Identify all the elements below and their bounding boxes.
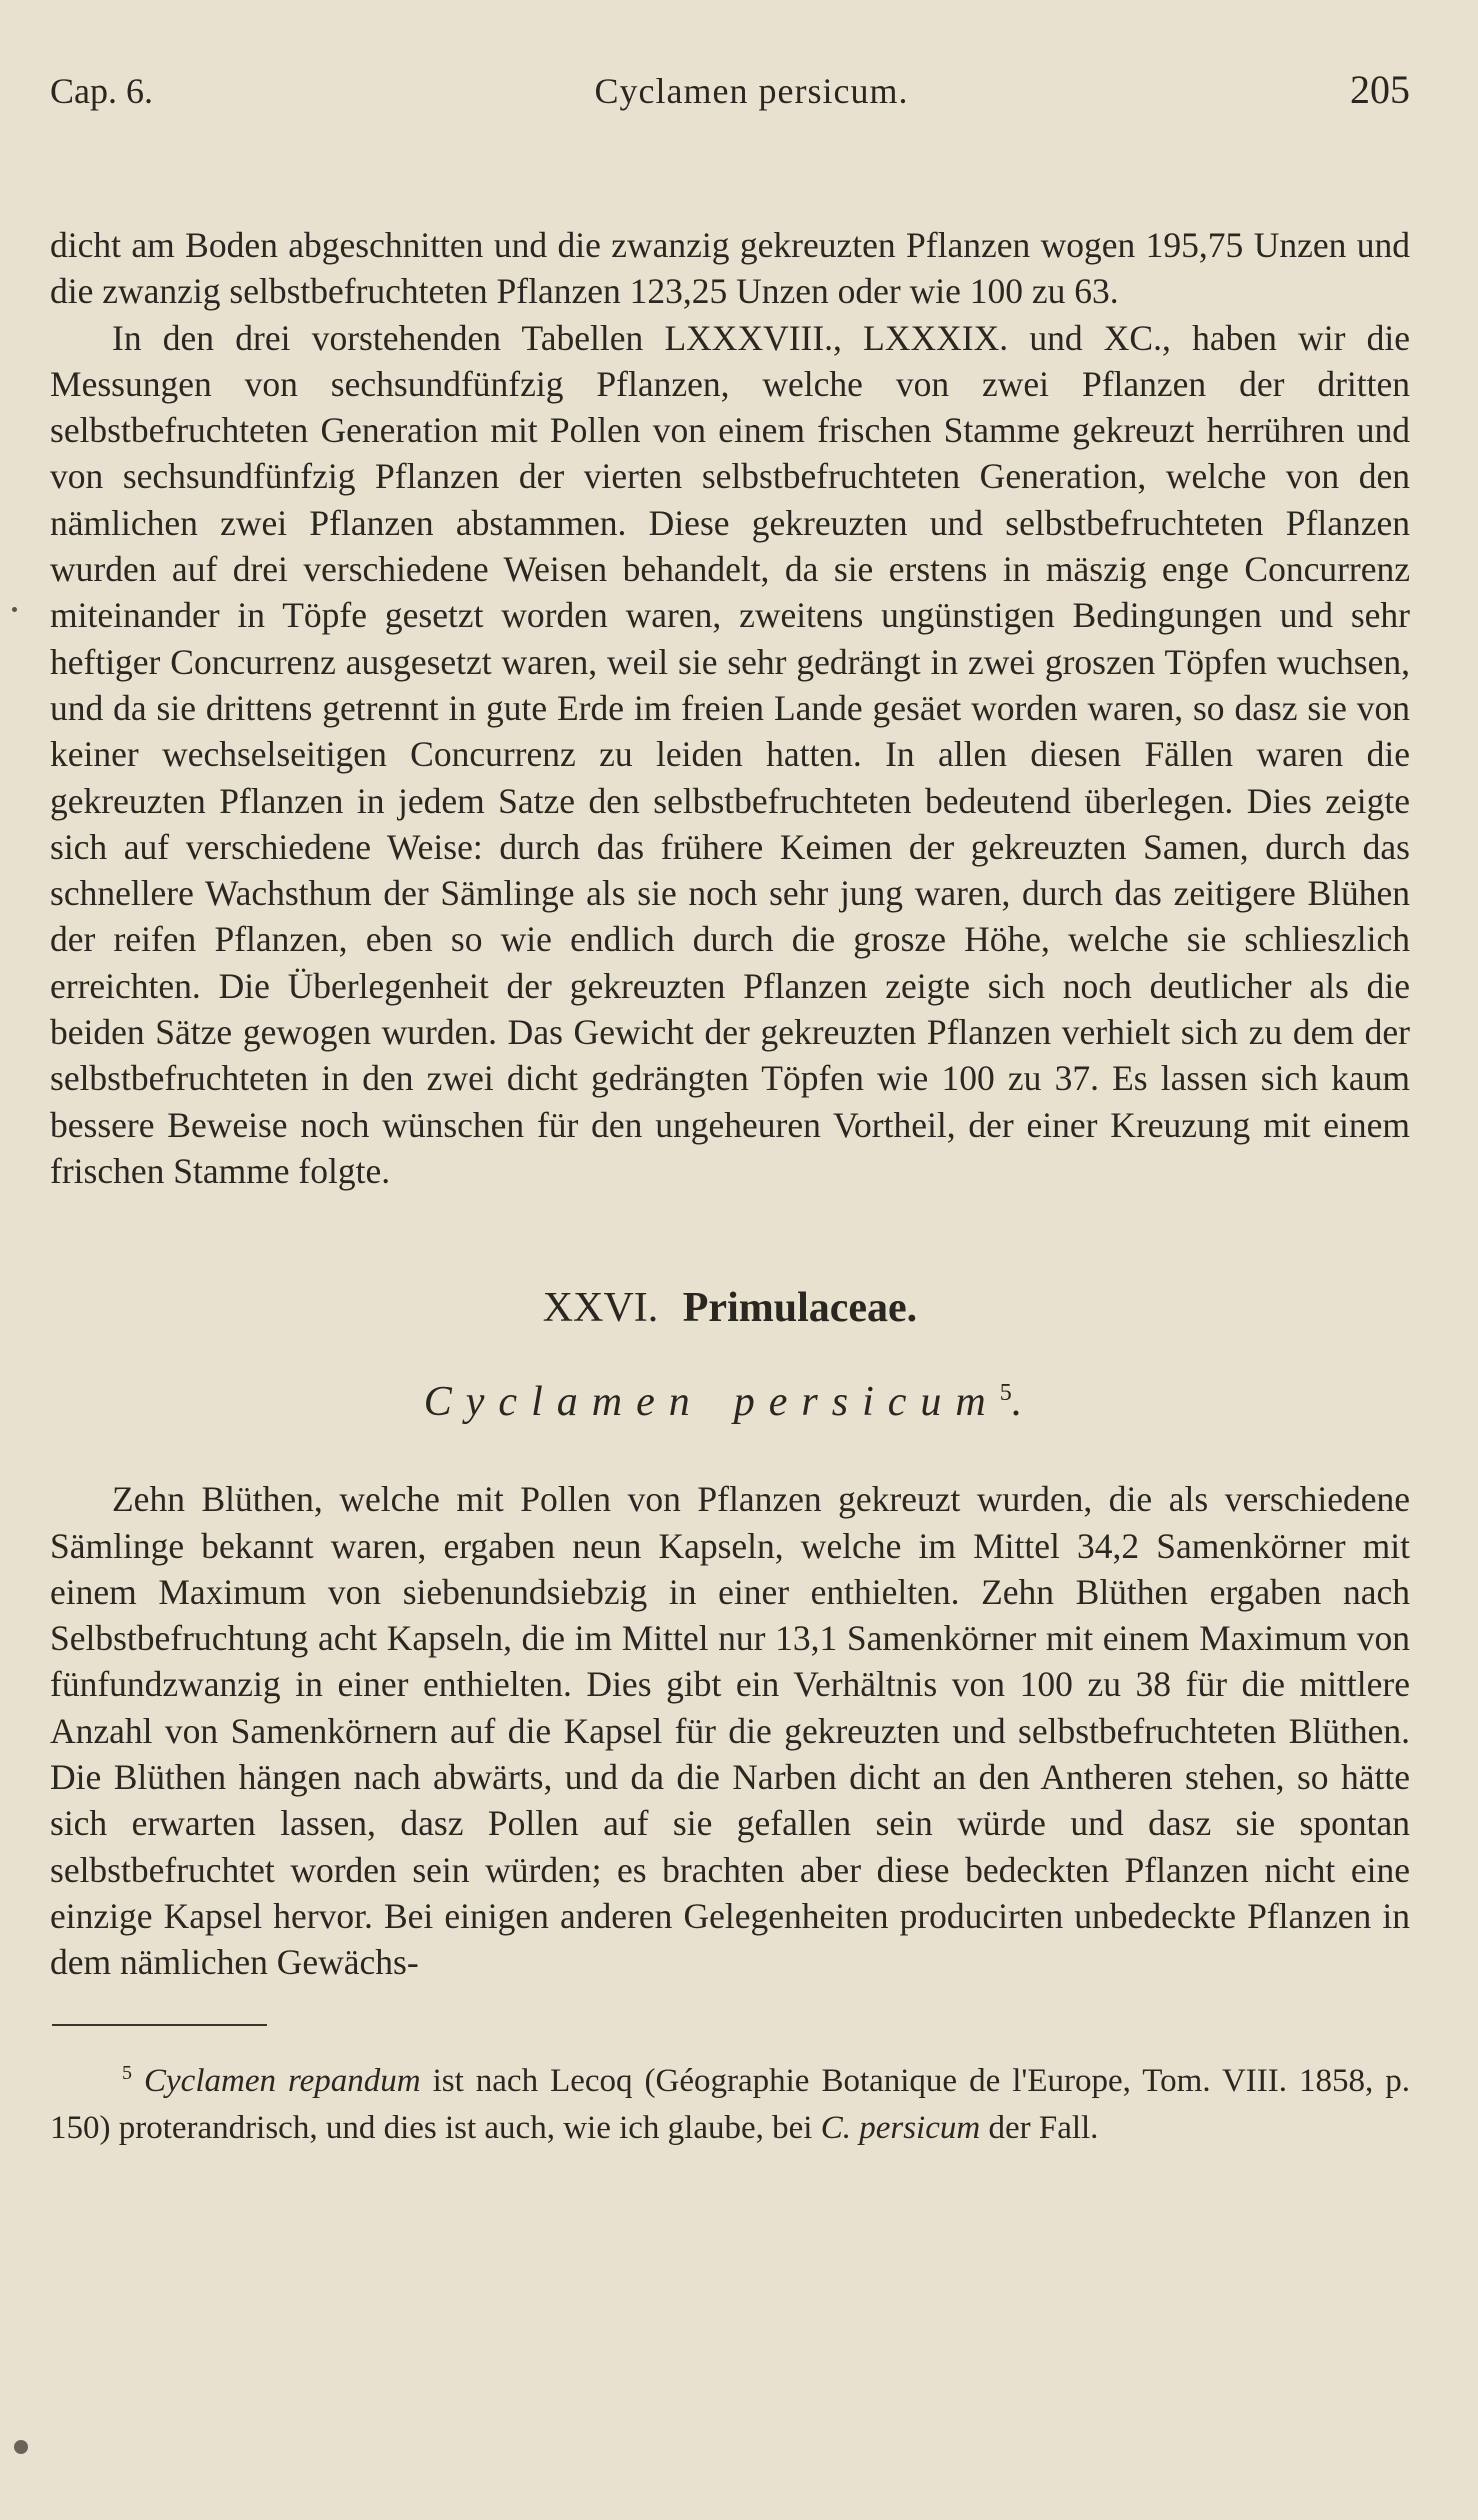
running-head bbox=[50, 66, 1410, 126]
chapter-label: Cap. 6. bbox=[50, 71, 153, 111]
footnote bbox=[50, 2050, 1410, 2152]
footnote-text-2: der Fall. bbox=[988, 2109, 1099, 2146]
footnote-divider bbox=[52, 2024, 267, 2026]
body-text bbox=[50, 222, 1410, 1194]
species-epithet: persicum bbox=[733, 1379, 1000, 1426]
paragraph-summary: In den drei vorstehenden Tabellen LXXXVIII., LXXXIX. und XC., haben wir die Messungen von sechsundfünfzig Pflanzen, welche von zwei Pflanzen der dritten selbstbefruchteten Generation mit Pollen von einem frischen Stamme gekreuzt herrühren und von sechsundfünfzig Pflanzen der vierten selbstbefruchteten Generation, welche von den nämlichen zwei Pflanzen abstammen. Diese gekreuzten und selbstbefruchteten Pflanzen wurden auf drei verschiedene Weisen behandelt, da sie erstens in mäszig enge Concurrenz miteinander in Töpfe gesetzt worden waren, zweitens ungünstigen Bedingungen und sehr heftiger Concurrenz ausgesetzt waren, weil sie sehr gedrängt in zwei groszen Töpfen wuchsen, und da sie drittens getrennt in gute Erde im freien Lande gesäet worden waren, so dasz sie von keiner wechselseitigen Concurrenz zu leiden hatten. In allen diesen Fällen waren die gekreuzten Pflanzen in jedem Satze den selbstbefruchteten bedeutend überlegen. Dies zeigte sich auf verschiedene Weise: durch das frühere Keimen der gekreuzten Samen, durch das schnellere Wachsthum der Sämlinge als sie noch sehr jung waren, durch das zeitigere Blühen der reifen Pflanzen, eben so wie endlich durch die grosze Höhe, welche sie schlieszlich erreichten. Die Überlegenheit der gekreuzten Pflanzen zeigte sich noch deutlicher als die beiden Sätze gewogen wurden. Das Gewicht der gekreuzten Pflanzen verhielt sich zu dem der selbstbefruchteten in den zwei dicht gedrängten Töpfen wie 100 zu 37. Es lassen sich kaum bessere Beweise noch wünschen für den ungeheuren Vortheil, der einer Kreuzung mit einem frischen Stamme folgte. bbox=[50, 317, 1410, 1191]
running-title: Cyclamen persicum. bbox=[594, 71, 909, 111]
species-genus: Cyclamen bbox=[423, 1379, 704, 1426]
species-heading: Cyclamen persicum$^5$. bbox=[423, 1379, 1037, 1426]
footnote-text-1: ist nach Lecoq (Géographie Botanique de l'Europe, Tom. VIII. 1858, p. 150) proterandrisch, und dies ist auch, wie ich glaube, bei bbox=[50, 2062, 1411, 2146]
footnote-reference: 5 bbox=[999, 1380, 1012, 1407]
paragraph-cyclamen: Zehn Blüthen, welche mit Pollen von Pflanzen gekreuzt wurden, die als verschiedene Sämlinge bekannt waren, ergaben neun Kapseln, welche im Mittel 34,2 Samenkörner mit einem Maximum von siebenundsiebzig in einer enthielten. Zehn Blüthen ergaben nach Selbstbefruchtung acht Kapseln, die im Mittel nur 13,1 Samenkörner mit einem Maximum von fünfundzwanzig in einer enthielten. Dies gibt ein Verhältnis von 100 zu 38 für die mittlere Anzahl von Samenkörnern auf die Kapsel für die gekreuzten und selbstbefruchteten Blüthen. Die Blüthen hängen nach abwärts, und da die Narben dicht an den Antheren stehen, so hätte sich erwarten lassen, dasz Pollen auf sie gefallen sein würde und dasz sie spontan selbstbefruchtet worden sein würden; es brachten aber diese bedeckten Pflanzen nicht eine einzige Kapsel hervor. Bei einigen anderen Gelegenheiten producirten unbedeckte Pflanzen in dem nämlichen Gewächs- bbox=[50, 1479, 1410, 1983]
footnote-abbrev: C. persicum bbox=[820, 2109, 981, 2146]
ink-spot bbox=[14, 2440, 28, 2454]
section-number: XXVI. bbox=[542, 1285, 659, 1332]
page-number: 205 bbox=[1349, 67, 1410, 112]
section-title: Primulaceae. bbox=[682, 1285, 918, 1332]
footnote-species: Cyclamen repandum bbox=[144, 2062, 421, 2099]
ink-speck bbox=[12, 607, 17, 612]
paragraph-continued: dicht am Boden abgeschnitten und die zwanzig gekreuzten Pflanzen wogen 195,75 Unzen und die zwanzig selbstbefruchteten Pflanzen 123,25 Unzen oder wie 100 zu 63. bbox=[50, 225, 1410, 312]
section-body bbox=[50, 1476, 1410, 1985]
section-heading bbox=[50, 1284, 1410, 1332]
footnote-marker: 5 bbox=[122, 2061, 132, 2084]
